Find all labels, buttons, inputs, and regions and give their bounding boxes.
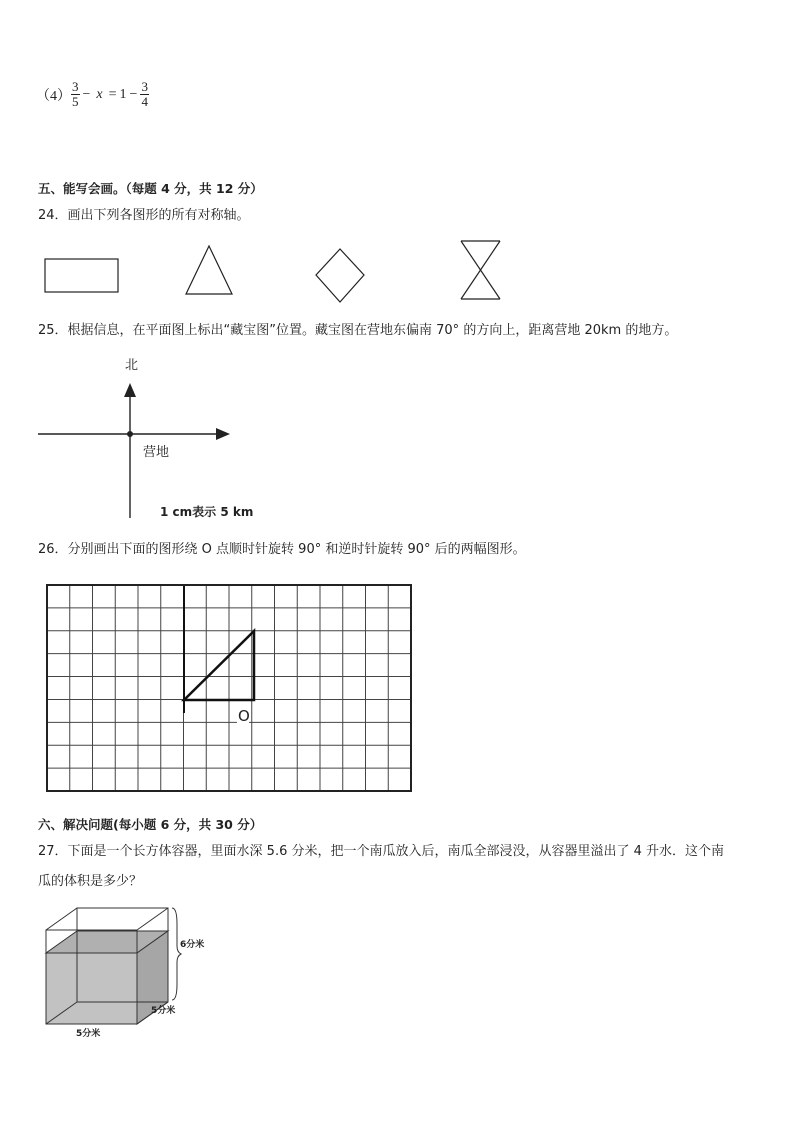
point-o-label: O: [238, 707, 250, 725]
grid-lines: [47, 585, 411, 791]
section-5-heading: 五、能写会画。（每题 4 分，共 12 分）: [38, 181, 263, 196]
question-26-text: 26．分别画出下面的图形绕 O 点顺时针旋转 90° 和逆时针旋转 90° 后的两幅图形。: [38, 542, 526, 557]
camp-label: 营地: [143, 445, 170, 460]
fraction-three-fifths: $\frac{3}{5}$: [72, 79, 79, 109]
east-arrow-icon: [216, 428, 230, 440]
section-6-heading: 六、解决问题(每小题 6 分，共 30 分）: [38, 817, 263, 832]
water-front: [46, 953, 137, 1024]
hourglass-shape: [461, 241, 500, 299]
cuboid-container: [40, 900, 220, 1035]
north-arrow-icon: [124, 383, 136, 397]
width-label: 5分米: [76, 1029, 101, 1039]
fraction-three-quarters: $\frac{3}{4}$: [141, 79, 148, 109]
rectangle-shape: [45, 259, 118, 292]
scale-label: 1 cm表示 5 km: [160, 505, 254, 519]
question-27-text-line1: 27．下面是一个长方体容器，里面水深 5.6 分米，把一个南瓜放入后，南瓜全部浸没，从容器里溢出了 4 升水．这个南: [38, 844, 725, 859]
question-27-text-line2: 瓜的体积是多少？: [38, 874, 143, 889]
north-label: 北: [125, 358, 139, 373]
triangle-shape: [186, 246, 232, 294]
q24-shapes: [0, 232, 794, 307]
compass-map: [30, 355, 270, 525]
question-25-text: 25．根据信息，在平面图上标出“藏宝图”位置。藏宝图在营地东偏南 70° 的方向上，距离营地 20km 的地方。: [38, 323, 678, 338]
equation-label: （4）: [36, 88, 71, 104]
equation-4: （4） $\frac{3}{5}$ − x = 1 − $\frac{3}{4}$: [36, 79, 148, 109]
height-brace: [172, 908, 181, 1000]
question-24-text: 24．画出下列各图形的所有对称轴。: [38, 208, 250, 223]
height-label: 6分米: [180, 940, 205, 950]
rotation-grid: [45, 583, 415, 795]
variable-x: x: [96, 86, 103, 102]
depth-label: 5分米: [151, 1006, 176, 1016]
rhombus-shape: [316, 249, 364, 302]
camp-point: [127, 431, 133, 437]
right-triangle-figure: [184, 631, 254, 700]
